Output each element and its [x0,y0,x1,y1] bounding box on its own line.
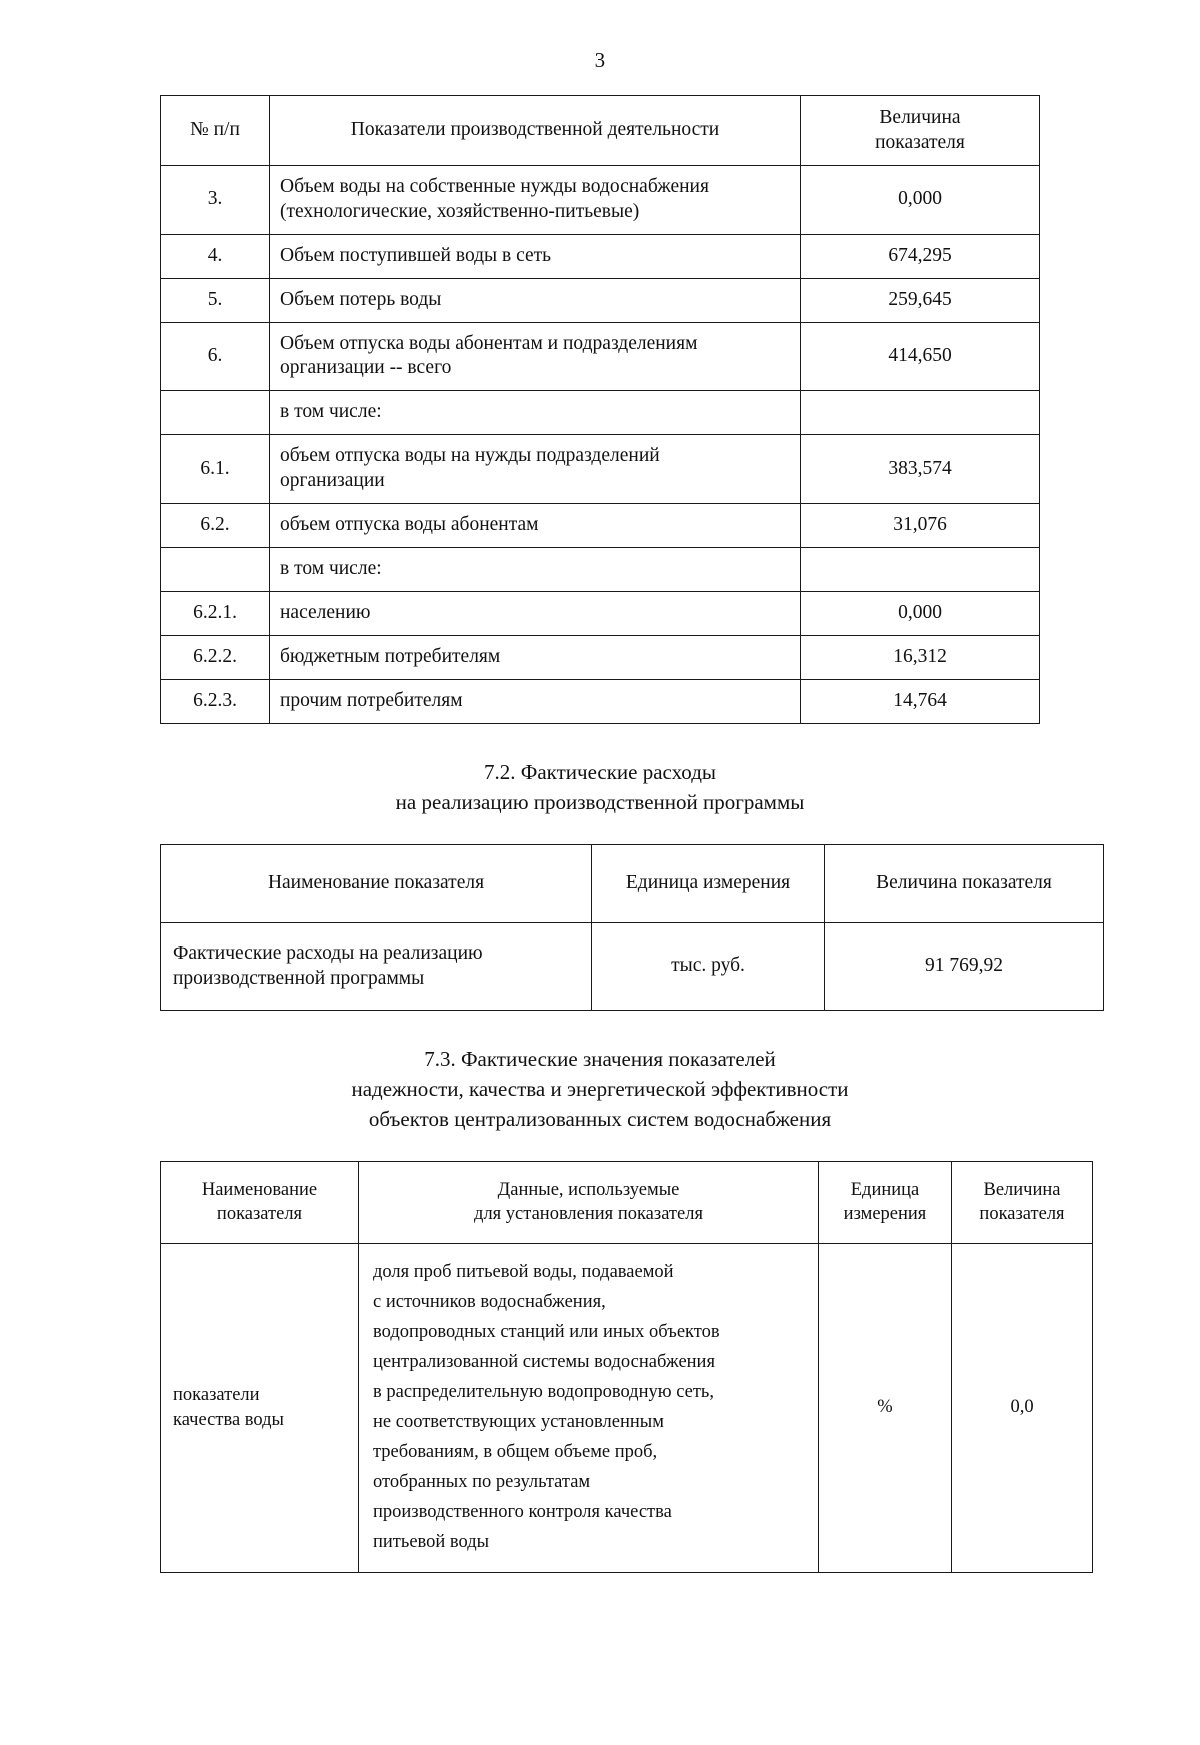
row-number: 6.1. [161,435,270,504]
table-header-row [161,844,1104,922]
header-unit-line1: Единица [850,1179,920,1200]
table-row [161,165,1040,234]
table-header-row [161,1161,1093,1244]
row-label-line2: производственной программы [173,968,425,990]
row-description-line: производственного контроля качества [373,1502,672,1523]
row-label-line2: организации [280,470,385,492]
header-data-line1: Данные, используемые [497,1179,680,1200]
document-page [0,48,1200,1745]
header-cell-unit [819,1161,952,1244]
row-label [270,165,801,234]
section-title-7-2 [160,758,1040,818]
row-value: 0,0 [952,1244,1093,1573]
row-label-line1: показатели [173,1385,260,1406]
header-cell-data [359,1161,819,1244]
row-label [270,435,801,504]
header-name-line2: показателя [216,1204,303,1225]
table-row-subheading [161,391,1040,435]
row-value: 0,000 [801,592,1040,636]
row-label [161,1244,359,1573]
row-description-line: с источников водоснабжения, [373,1292,606,1313]
row-number: 3. [161,165,270,234]
row-label: Объем поступившей воды в сеть [270,234,801,278]
table-row [161,680,1040,724]
row-value: 0,000 [801,165,1040,234]
header-cell-value: Величина показателя [825,844,1104,922]
row-label: бюджетным потребителям [270,636,801,680]
table-row [161,234,1040,278]
row-description-line: отобранных по результатам [373,1472,591,1493]
reliability-quality-indicators-table [160,1161,1093,1574]
row-value [801,548,1040,592]
row-number: 5. [161,278,270,322]
table-row [161,278,1040,322]
row-value: 674,295 [801,234,1040,278]
row-number: 6.2.2. [161,636,270,680]
row-value: 16,312 [801,636,1040,680]
row-value [801,391,1040,435]
section-title-7-2-line1: 7.2. Фактические расходы [484,760,716,785]
row-description-line: водопроводных станций или иных объектов [373,1322,720,1343]
page-number: 3 [594,48,606,72]
actual-expenses-table [160,844,1104,1011]
row-number: 6. [161,322,270,391]
header-cell-name [161,1161,359,1244]
row-number: 6.2. [161,504,270,548]
table-row [161,504,1040,548]
header-name-line1: Наименование [201,1179,318,1200]
header-cell-name: Наименование показателя [161,844,592,922]
row-unit: % [819,1244,952,1573]
row-number [161,391,270,435]
row-label [270,322,801,391]
row-number: 6.2.1. [161,592,270,636]
row-label: Объем потерь воды [270,278,801,322]
table-row [161,322,1040,391]
row-label: прочим потребителям [270,680,801,724]
table-row [161,1244,1093,1573]
row-unit: тыс. руб. [592,922,825,1010]
row-value: 383,574 [801,435,1040,504]
section-title-7-3 [160,1045,1040,1134]
row-label-line2: организации -- всего [280,357,452,379]
row-label-line1: Объем отпуска воды абонентам и подразделениям [280,332,698,354]
section-title-7-3-line1: 7.3. Фактические значения показателей [424,1047,776,1072]
header-cell-indicator: Показатели производственной деятельности [270,96,801,166]
row-number: 6.2.3. [161,680,270,724]
page-content [160,95,1065,1573]
header-cell-value [952,1161,1093,1244]
row-value: 91 769,92 [825,922,1104,1010]
row-label [161,922,592,1010]
header-value-line1: Величина [983,1179,1061,1200]
row-value: 31,076 [801,504,1040,548]
row-description-line: питьевой воды [373,1532,490,1553]
row-number: 4. [161,234,270,278]
production-indicators-table [160,95,1040,724]
row-label: в том числе: [270,391,801,435]
row-label-line2: (технологические, хозяйственно-питьевые) [280,200,640,222]
row-value: 14,764 [801,680,1040,724]
row-label-line1: Объем воды на собственные нужды водоснабжения [280,175,709,197]
header-cell-number: № п/п [161,96,270,166]
row-label-line1: объем отпуска воды на нужды подразделений [280,445,660,467]
row-value: 259,645 [801,278,1040,322]
table-row [161,435,1040,504]
header-value-line2: показателя [875,132,965,154]
header-value-line1: Величина [879,107,961,128]
row-description [359,1244,819,1573]
row-description-line: доля проб питьевой воды, подаваемой [373,1262,674,1283]
row-description-line: централизованной системы водоснабжения [373,1352,715,1373]
row-label: в том числе: [270,548,801,592]
header-value-line2: показателя [979,1204,1065,1225]
row-description-line: требованиям, в общем объеме проб, [373,1442,658,1463]
header-data-line2: для установления показателя [474,1204,703,1225]
row-label-line1: Фактические расходы на реализацию [173,942,483,964]
row-description-line: не соответствующих установленным [373,1412,664,1433]
section-title-7-3-line3: объектов централизованных систем водоснабжения [368,1106,832,1131]
table-row-subheading [161,548,1040,592]
table-row [161,592,1040,636]
row-value: 414,650 [801,322,1040,391]
row-description-line: в распределительную водопроводную сеть, [373,1382,714,1403]
table-row [161,636,1040,680]
row-label: объем отпуска воды абонентам [270,504,801,548]
header-cell-unit: Единица измерения [592,844,825,922]
row-label-line2: качества воды [173,1410,284,1431]
header-unit-line2: измерения [843,1204,927,1225]
table-row [161,922,1104,1010]
row-number [161,548,270,592]
section-title-7-3-line2: надежности, качества и энергетической эффективности [351,1076,849,1101]
section-title-7-2-line2: на реализацию производственной программы [395,789,805,814]
header-cell-value [801,96,1040,166]
row-label: населению [270,592,801,636]
table-header-row [161,96,1040,166]
